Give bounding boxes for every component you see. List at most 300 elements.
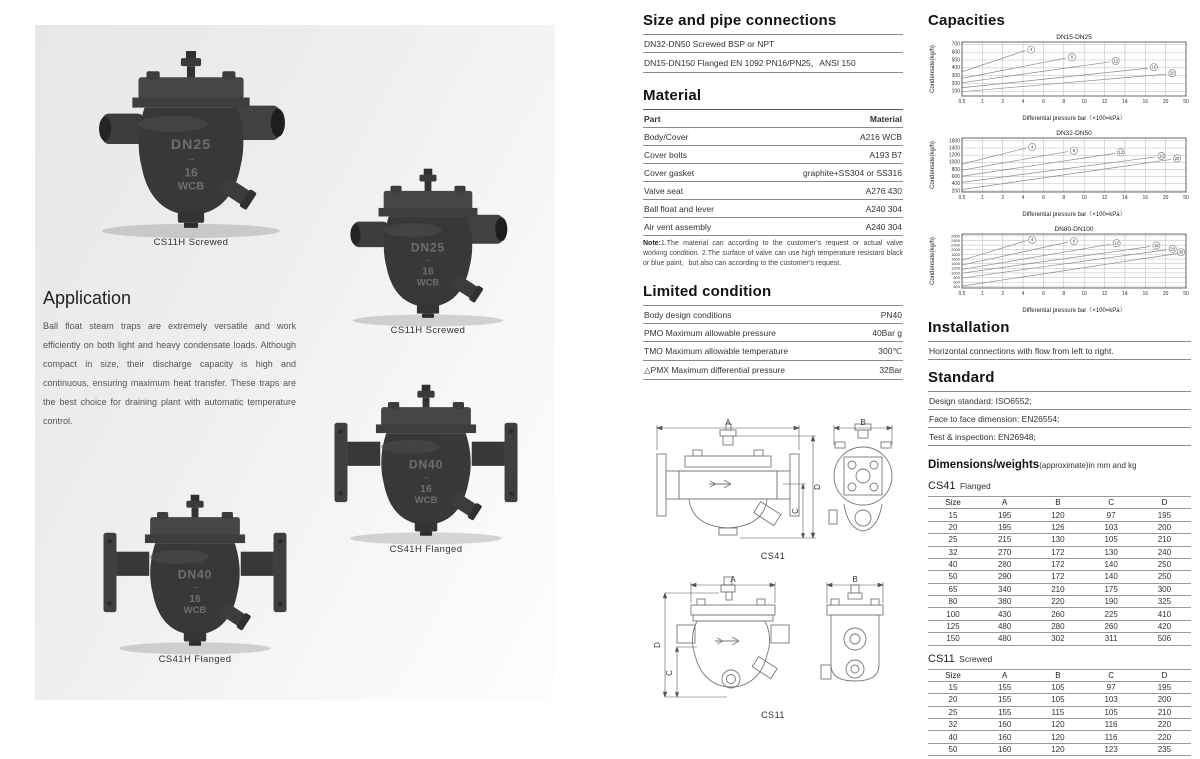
svg-text:400: 400 — [951, 65, 960, 72]
table-row — [643, 109, 903, 127]
table-cell: 506 — [1157, 634, 1172, 644]
table-row — [643, 305, 903, 323]
svg-text:12: 12 — [1118, 149, 1124, 155]
svg-text:DN25: DN25 — [170, 136, 212, 153]
cs41-table-heading — [928, 476, 1191, 494]
table-cell: B — [1055, 670, 1061, 680]
installation-list — [928, 341, 1191, 360]
product-photo-caption: CS41H Flanged — [389, 544, 463, 555]
table-cell: 340 — [997, 584, 1012, 594]
section-title: Standard — [928, 369, 995, 386]
table-cell: 25 — [948, 707, 958, 717]
table-cell: 210 — [1157, 707, 1172, 717]
table-cell: 140 — [1104, 572, 1118, 582]
table-cell: 40 — [948, 560, 958, 570]
svg-text:12: 12 — [1113, 58, 1118, 64]
dimensions-title: Dimensions/weights — [928, 459, 1040, 471]
table-cell: 65 — [948, 584, 958, 594]
size-pipe-list — [643, 34, 903, 73]
table-cell: 420 — [1157, 621, 1172, 631]
table-cell: A193 B7 — [869, 149, 902, 160]
table-cell: 32 — [948, 720, 958, 730]
table-cell: Cover gasket — [644, 167, 695, 178]
svg-text:→: → — [190, 580, 200, 591]
svg-text:20: 20 — [1170, 246, 1175, 252]
svg-text:→: → — [185, 153, 197, 165]
table-cell: 410 — [1157, 609, 1172, 619]
table-cell: 103 — [1104, 695, 1118, 705]
product-photo-cs11h-2 — [330, 167, 526, 329]
table-cell: 195 — [1157, 510, 1172, 520]
note-label: Note: — [643, 240, 661, 247]
svg-text:WCB: WCB — [183, 604, 207, 616]
table-cell: Face to face dimension: EN26554; — [929, 413, 1060, 424]
svg-text:20: 20 — [1162, 99, 1169, 105]
svg-text:20: 20 — [1162, 291, 1169, 297]
svg-text:20: 20 — [1169, 70, 1175, 76]
svg-text:800: 800 — [951, 166, 960, 173]
svg-text:12: 12 — [1101, 195, 1108, 201]
table-cell: 130 — [1051, 535, 1065, 545]
table-row — [928, 743, 1191, 755]
svg-text:50: 50 — [1183, 291, 1189, 297]
table-row — [928, 409, 1191, 427]
table-cell: 220 — [1051, 597, 1065, 607]
table-cell: 105 — [1104, 535, 1118, 545]
table-cell: 172 — [1051, 560, 1065, 570]
svg-text:30: 30 — [1178, 249, 1184, 255]
table-cell: C — [1108, 670, 1115, 680]
table-cell: 480 — [997, 621, 1012, 631]
table-cell: 195 — [997, 522, 1012, 532]
table-cell: A — [1001, 498, 1008, 508]
dimensions-title-suffix: (approximate)in mm and kg — [1039, 461, 1137, 470]
installation-section — [928, 319, 1191, 360]
table-row — [928, 341, 1191, 359]
table-cell: 240 — [1157, 547, 1172, 557]
dim-label-a: A — [730, 575, 736, 585]
standard-section — [928, 369, 1191, 446]
product-photo-caption: CS11H Screwed — [390, 325, 466, 336]
svg-text:1600: 1600 — [948, 138, 960, 145]
svg-text:1: 1 — [980, 291, 984, 297]
svg-text:400: 400 — [951, 181, 960, 188]
svg-text:16: 16 — [1159, 153, 1164, 159]
table-cell: 40Bar g — [872, 327, 902, 338]
table-cell: Horizontal connections with flow from left to right. — [929, 345, 1114, 356]
svg-text:16: 16 — [189, 593, 201, 605]
svg-text:50: 50 — [1183, 195, 1189, 201]
svg-text:0.5: 0.5 — [958, 99, 966, 105]
svg-text:12: 12 — [1101, 99, 1108, 105]
material-table — [643, 109, 903, 236]
table-cell: 195 — [997, 510, 1012, 520]
dim-label-d: D — [653, 642, 662, 649]
svg-text:2400: 2400 — [951, 237, 960, 243]
table-cell: 195 — [1157, 683, 1172, 693]
svg-text:2: 2 — [1001, 291, 1005, 297]
specs-column — [643, 12, 903, 720]
svg-text:DN25: DN25 — [411, 240, 445, 255]
table-cell: 123 — [1104, 744, 1118, 754]
table-row — [928, 546, 1191, 558]
svg-text:16: 16 — [184, 165, 198, 180]
table-cell: 155 — [997, 695, 1012, 705]
svg-text:300: 300 — [951, 73, 960, 80]
svg-text:8: 8 — [1072, 238, 1076, 244]
table-type: Screwed — [959, 653, 993, 664]
table-cell: TMO Maximum allowable temperature — [644, 345, 789, 356]
svg-text:4: 4 — [1021, 99, 1025, 105]
table-cell: 160 — [997, 732, 1012, 742]
table-cell: 280 — [997, 560, 1012, 570]
table-cell: DN32-DN50 Screwed BSP or NPT — [644, 38, 775, 49]
table-cell: Cover bolts — [644, 149, 687, 160]
table-cell: 325 — [1157, 597, 1172, 607]
svg-text:1200: 1200 — [951, 265, 960, 271]
svg-text:Condensate(kg/h): Condensate(kg/h) — [930, 237, 936, 285]
table-cell: Air vent assembly — [644, 221, 712, 232]
table-cell: Ball float and lever — [644, 203, 714, 214]
table-cell: 115 — [1051, 707, 1065, 717]
table-row — [928, 570, 1191, 582]
table-row — [643, 341, 903, 360]
application-text: Ball float steam traps are extremely versatile and work efficiently on both light and heavy condensate loads. Although compact in size, their discharge capacity is high and continuous, ensuring maximum heat transfer. These traps are the best choice for draining plant with automatic temperature control. — [43, 321, 296, 426]
table-cell: 225 — [1104, 609, 1118, 619]
svg-text:50: 50 — [1183, 99, 1189, 105]
technical-drawing-cs41 — [643, 414, 903, 561]
svg-text:200: 200 — [951, 80, 960, 87]
svg-text:4: 4 — [1021, 291, 1025, 297]
table-row — [643, 163, 903, 181]
product-gallery-panel — [35, 25, 555, 700]
svg-text:700: 700 — [951, 41, 960, 48]
product-photo-cs11h-1 — [77, 49, 305, 241]
table-row — [928, 391, 1191, 409]
table-row — [643, 34, 903, 52]
svg-text:WCB: WCB — [177, 180, 205, 193]
table-cell: 15 — [948, 683, 958, 693]
svg-text:16: 16 — [1154, 243, 1159, 249]
table-cell: 155 — [997, 707, 1012, 717]
svg-text:800: 800 — [953, 274, 960, 280]
table-row — [928, 583, 1191, 595]
cs11-drawing-svg — [643, 569, 903, 709]
table-row — [643, 127, 903, 145]
technical-drawing-cs11 — [643, 569, 903, 720]
note-text: 1.The material can according to the customer’s request or actual valve working condition. 2.The surface of valve can use high temperature resistant black or blue paint，but also can according to the customer’s request. — [643, 240, 903, 268]
table-cell: A240 304 — [865, 221, 902, 232]
table-cell: D — [1161, 670, 1168, 680]
table-row — [928, 607, 1191, 619]
table-cell: 105 — [1104, 707, 1118, 717]
svg-text:Condensate(kg/h): Condensate(kg/h) — [930, 45, 936, 93]
table-cell: Body design conditions — [644, 309, 732, 320]
table-row — [928, 595, 1191, 607]
table-cell: 300 — [1157, 584, 1172, 594]
table-cell: Test & inspection: EN26948; — [929, 431, 1036, 442]
table-cell: 100 — [946, 609, 960, 619]
svg-text:4: 4 — [1029, 47, 1033, 53]
svg-text:DN80-DN100: DN80-DN100 — [1054, 226, 1094, 233]
svg-text:1000: 1000 — [951, 270, 960, 276]
limited-condition-table — [643, 305, 903, 380]
table-cell: 160 — [997, 744, 1012, 754]
svg-text:600: 600 — [951, 174, 960, 181]
svg-text:2000: 2000 — [951, 247, 960, 253]
svg-text:2200: 2200 — [951, 242, 960, 248]
table-cell: PN40 — [880, 309, 902, 320]
table-header-row — [928, 496, 1191, 508]
svg-text:WCB: WCB — [416, 277, 440, 288]
table-cell: C — [1108, 498, 1115, 508]
table-row — [928, 693, 1191, 705]
svg-text:0.5: 0.5 — [958, 291, 966, 297]
section-title: Material — [643, 87, 702, 104]
svg-text:100: 100 — [951, 88, 960, 95]
svg-text:2: 2 — [1001, 195, 1005, 201]
table-cell: 160 — [997, 720, 1012, 730]
table-cell: 125 — [946, 621, 960, 631]
table-cell: 311 — [1104, 634, 1118, 644]
table-cell: 250 — [1157, 560, 1172, 570]
table-row — [643, 360, 903, 379]
svg-text:600: 600 — [951, 49, 960, 56]
svg-text:1600: 1600 — [951, 256, 960, 262]
svg-text:8: 8 — [1070, 54, 1074, 60]
table-cell: 50 — [948, 744, 958, 754]
table-cell: 480 — [997, 634, 1012, 644]
dimensions-heading — [928, 455, 1191, 473]
table-cell: Valve seat — [644, 185, 684, 196]
svg-text:0.5: 0.5 — [958, 195, 966, 201]
limited-condition-section — [643, 283, 903, 380]
table-cell: 190 — [1104, 597, 1118, 607]
material-note — [643, 239, 903, 269]
table-cell: 290 — [997, 572, 1012, 582]
capacity-chart-dn80-dn100 — [928, 223, 1191, 315]
svg-text:400: 400 — [953, 284, 960, 290]
table-cell: 300℃ — [878, 345, 902, 356]
table-cell: A — [1001, 670, 1008, 680]
svg-text:2600: 2600 — [951, 233, 960, 239]
table-cell: B — [1055, 498, 1061, 508]
table-row — [643, 52, 903, 72]
table-cell: 155 — [997, 683, 1012, 693]
product-photo-caption: CS41H Flanged — [158, 654, 232, 665]
table-cell: 430 — [997, 609, 1012, 619]
table-cell: 105 — [1051, 695, 1065, 705]
svg-text:16: 16 — [1142, 99, 1149, 105]
table-cell: A240 304 — [865, 203, 902, 214]
svg-text:1000: 1000 — [948, 159, 960, 166]
table-cell: 105 — [1051, 683, 1065, 693]
svg-text:→: → — [423, 253, 433, 264]
svg-text:DN32-DN50: DN32-DN50 — [1056, 130, 1092, 137]
svg-text:10: 10 — [1081, 99, 1087, 105]
table-cell: 172 — [1051, 547, 1065, 557]
table-row — [643, 145, 903, 163]
svg-text:DN15-DN25: DN15-DN25 — [1056, 34, 1092, 41]
table-cell: 235 — [1157, 744, 1172, 754]
svg-text:20: 20 — [1174, 155, 1180, 161]
capacity-chart-dn32-dn50 — [928, 127, 1191, 219]
table-cell: 130 — [1104, 547, 1118, 557]
svg-text:→: → — [421, 470, 431, 481]
table-cell: A216 WCB — [859, 131, 902, 142]
svg-text:1: 1 — [980, 99, 984, 105]
svg-text:6: 6 — [1042, 291, 1045, 297]
dim-label-b: B — [852, 575, 858, 585]
svg-text:12: 12 — [1101, 291, 1108, 297]
table-cell: 20 — [948, 695, 958, 705]
table-cell: Material — [869, 113, 902, 124]
svg-text:20: 20 — [1162, 195, 1169, 201]
table-cell: 200 — [1157, 695, 1172, 705]
table-cell: 280 — [1051, 621, 1065, 631]
svg-text:600: 600 — [953, 279, 960, 285]
table-row — [928, 508, 1191, 520]
svg-text:8: 8 — [1072, 148, 1076, 154]
table-cell: graphite+SS304 or SS316 — [802, 167, 902, 178]
svg-text:16: 16 — [1142, 195, 1149, 201]
table-header-row — [928, 669, 1191, 681]
table-cell: 380 — [997, 597, 1012, 607]
table-name: CS41 — [928, 480, 956, 492]
table-cell: 32 — [948, 547, 958, 557]
capacities-column — [928, 12, 1191, 759]
table-cell: Part — [644, 113, 661, 124]
svg-text:1400: 1400 — [948, 145, 960, 152]
table-cell: 220 — [1157, 720, 1172, 730]
svg-text:4: 4 — [1021, 195, 1025, 201]
table-cell: 140 — [1104, 560, 1118, 570]
svg-text:16: 16 — [422, 266, 434, 278]
svg-text:16: 16 — [1142, 291, 1149, 297]
application-title: Application — [43, 288, 132, 308]
table-cell: Size — [945, 670, 961, 680]
table-cell: 116 — [1104, 732, 1118, 742]
table-cell: Size — [945, 498, 961, 508]
table-cell: Body/Cover — [644, 131, 689, 142]
table-cell: PMO Maximum allowable pressure — [644, 327, 776, 338]
table-cell: Design standard: ISO6552; — [929, 395, 1032, 406]
table-cell: 97 — [1106, 510, 1116, 520]
table-row — [928, 558, 1191, 570]
material-section — [643, 87, 903, 269]
svg-text:200: 200 — [951, 188, 960, 195]
cs41-dimensions-table — [928, 496, 1191, 646]
table-cell: 150 — [946, 634, 960, 644]
table-cell: 270 — [997, 547, 1012, 557]
dim-label-d: D — [813, 484, 822, 491]
svg-text:Differential pressure bar（×100: Differential pressure bar（×100=kPa） — [1022, 212, 1126, 218]
svg-text:10: 10 — [1081, 291, 1087, 297]
dim-label-b: B — [860, 418, 866, 428]
table-cell: 260 — [1051, 609, 1065, 619]
table-row — [643, 199, 903, 217]
svg-text:Condensate(kg/h): Condensate(kg/h) — [930, 141, 936, 189]
svg-text:DN40: DN40 — [408, 457, 444, 472]
svg-text:14: 14 — [1122, 99, 1128, 105]
table-row — [928, 620, 1191, 632]
svg-text:Differential pressure bar（×100: Differential pressure bar（×100=kPa） — [1022, 308, 1126, 314]
table-cell: 15 — [948, 510, 958, 520]
table-cell: 80 — [948, 597, 958, 607]
table-cell: 97 — [1106, 683, 1116, 693]
svg-text:14: 14 — [1122, 291, 1128, 297]
table-cell: 25 — [948, 535, 958, 545]
svg-text:4: 4 — [1030, 237, 1034, 243]
table-row — [928, 521, 1191, 533]
svg-text:6: 6 — [1042, 99, 1045, 105]
table-cell: 175 — [1104, 584, 1118, 594]
svg-text:500: 500 — [951, 57, 960, 64]
table-cell: 172 — [1051, 572, 1065, 582]
table-row — [928, 632, 1191, 644]
svg-text:8: 8 — [1062, 291, 1066, 297]
table-cell: 215 — [997, 535, 1012, 545]
svg-text:WCB: WCB — [414, 494, 438, 506]
table-cell: 126 — [1051, 522, 1065, 532]
table-row — [643, 181, 903, 199]
size-pipe-section — [643, 12, 903, 73]
table-cell: 120 — [1051, 732, 1065, 742]
table-cell: 50 — [948, 572, 958, 582]
svg-text:1: 1 — [980, 195, 984, 201]
table-cell: 32Bar — [879, 364, 902, 375]
table-cell: 302 — [1051, 634, 1065, 644]
svg-text:10: 10 — [1081, 195, 1087, 201]
table-cell: DN15-DN150 Flanged EN 1092 PN16/PN25，ANSI 150 — [644, 57, 856, 68]
svg-text:1800: 1800 — [951, 251, 960, 257]
svg-text:16: 16 — [420, 483, 432, 495]
svg-text:Differential pressure bar（×100: Differential pressure bar（×100=kPa） — [1022, 116, 1126, 122]
table-cell: 116 — [1104, 720, 1118, 730]
table-cell: 210 — [1157, 535, 1172, 545]
svg-text:12: 12 — [1114, 240, 1119, 246]
table-row — [928, 533, 1191, 545]
capacities-title: Capacities — [928, 12, 1006, 29]
product-photo-cs41h-2 — [93, 493, 297, 657]
svg-text:14: 14 — [1122, 195, 1128, 201]
table-cell: △PMX Maximum differential pressure — [644, 364, 786, 375]
drawing-caption: CS11 — [761, 710, 785, 721]
section-title: Limited condition — [643, 283, 772, 301]
table-cell: A276 430 — [865, 185, 902, 196]
section-title: Installation — [928, 319, 1010, 336]
table-row — [928, 681, 1191, 693]
table-row — [928, 427, 1191, 445]
table-name: CS11 — [928, 652, 955, 665]
table-row — [928, 730, 1191, 742]
capacity-chart-dn15-dn25 — [928, 31, 1191, 123]
dim-label-a: A — [725, 418, 731, 428]
table-cell: 103 — [1104, 522, 1118, 532]
dim-label-c: C — [665, 670, 674, 677]
table-cell: 260 — [1104, 621, 1118, 631]
drawing-caption: CS41 — [760, 551, 786, 562]
svg-text:16: 16 — [1151, 64, 1157, 70]
standard-list — [928, 391, 1191, 446]
table-cell: 20 — [948, 522, 958, 532]
cs41-drawing-svg — [643, 414, 903, 550]
table-cell: 200 — [1157, 522, 1172, 532]
table-cell: 40 — [948, 732, 958, 742]
svg-text:DN40: DN40 — [177, 567, 213, 582]
table-cell: 220 — [1157, 732, 1172, 742]
table-cell: 250 — [1157, 572, 1172, 582]
